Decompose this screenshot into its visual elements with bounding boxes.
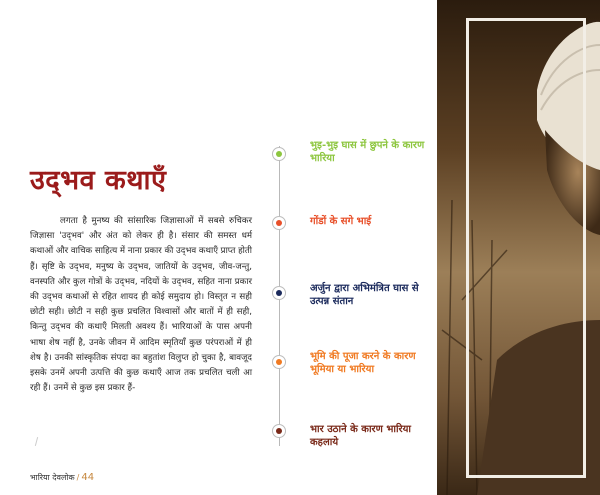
timeline-dot-center	[276, 220, 282, 226]
timeline-dot-center	[276, 428, 282, 434]
timeline-dot	[272, 147, 286, 161]
body-paragraph: लगता है मुनष्य की सांसारिक जिज्ञासाओं में सबसे रुचिकर जिज्ञासा 'उद्‌भव' और अंत को लेकर ही है। संसार की समस्त धर्म कथाओं और वाचिक साहित्य में नाना प्रकार की उद्‌भव कथाएँ प्राप्त होती हैं। सृष्टि के उद्‌भव, मनुष्य के उद्‌भव, जातियों के उद्‌भव, जीव-जन्तु, वनस्पति और कुल गोत्रों के उद्‌भव, नदियों के उद्‌भव, सहित नाना प्रकार की उद्‌भव कथाओं से रहित शायद ही कोई समुदाय हो। विस्तृत न सही छोटी सही। छोटी न सही कुछ प्रचलित विश्वासों और बातों में ही सही, किन्तु उद्‌भव की कथाएँ मिलती अवश्य हैं। भारियाओं के पास अपनी भाषा शेष नहीं है, उनके जीवन में आदिम स्मृतियाँ कुछ परंपराओं में ही शेष है। उनकी सांस्कृतिक संपदा का बहुतांश विलुप्त हो चुका है, बावजूद इसके उनमें अपनी उत्पत्ति की कुछ कथाएँ आज तक प्रचलित चली आ रही हैं। उनमें से कुछ इस प्रकार हैं-	[30, 216, 252, 394]
portrait-photo	[437, 0, 600, 495]
timeline-dot	[272, 216, 286, 230]
timeline-dot-center	[276, 359, 282, 365]
page-footer	[30, 472, 94, 483]
timeline-item-label: भुइ-भुइ घास में छुपने के कारण भारिया	[310, 140, 425, 164]
photo-illustration	[437, 0, 600, 495]
timeline-item-label: अर्जुन द्वारा अभिमंत्रित घास से उत्पन्न संतान	[310, 283, 419, 307]
timeline-dot-center	[276, 290, 282, 296]
timeline-dot	[272, 355, 286, 369]
timeline-item-label: भूमि की पूजा करने के कारण भूमिया या भारिया	[310, 351, 416, 375]
page-number: 44	[81, 472, 95, 483]
page-title: उद्‌भव कथाएँ	[30, 165, 167, 196]
timeline-dot	[272, 286, 286, 300]
footer-separator: /	[76, 473, 80, 482]
timeline-item-label: गोंडों के सगे भाई	[310, 216, 372, 227]
decorative-tick	[35, 437, 38, 446]
timeline-dot	[272, 424, 286, 438]
timeline-item-label: भार उठाने के कारण भारिया कहलाये	[310, 424, 412, 448]
timeline-dot-center	[276, 151, 282, 157]
book-title: भारिया देवलोक	[30, 473, 75, 482]
